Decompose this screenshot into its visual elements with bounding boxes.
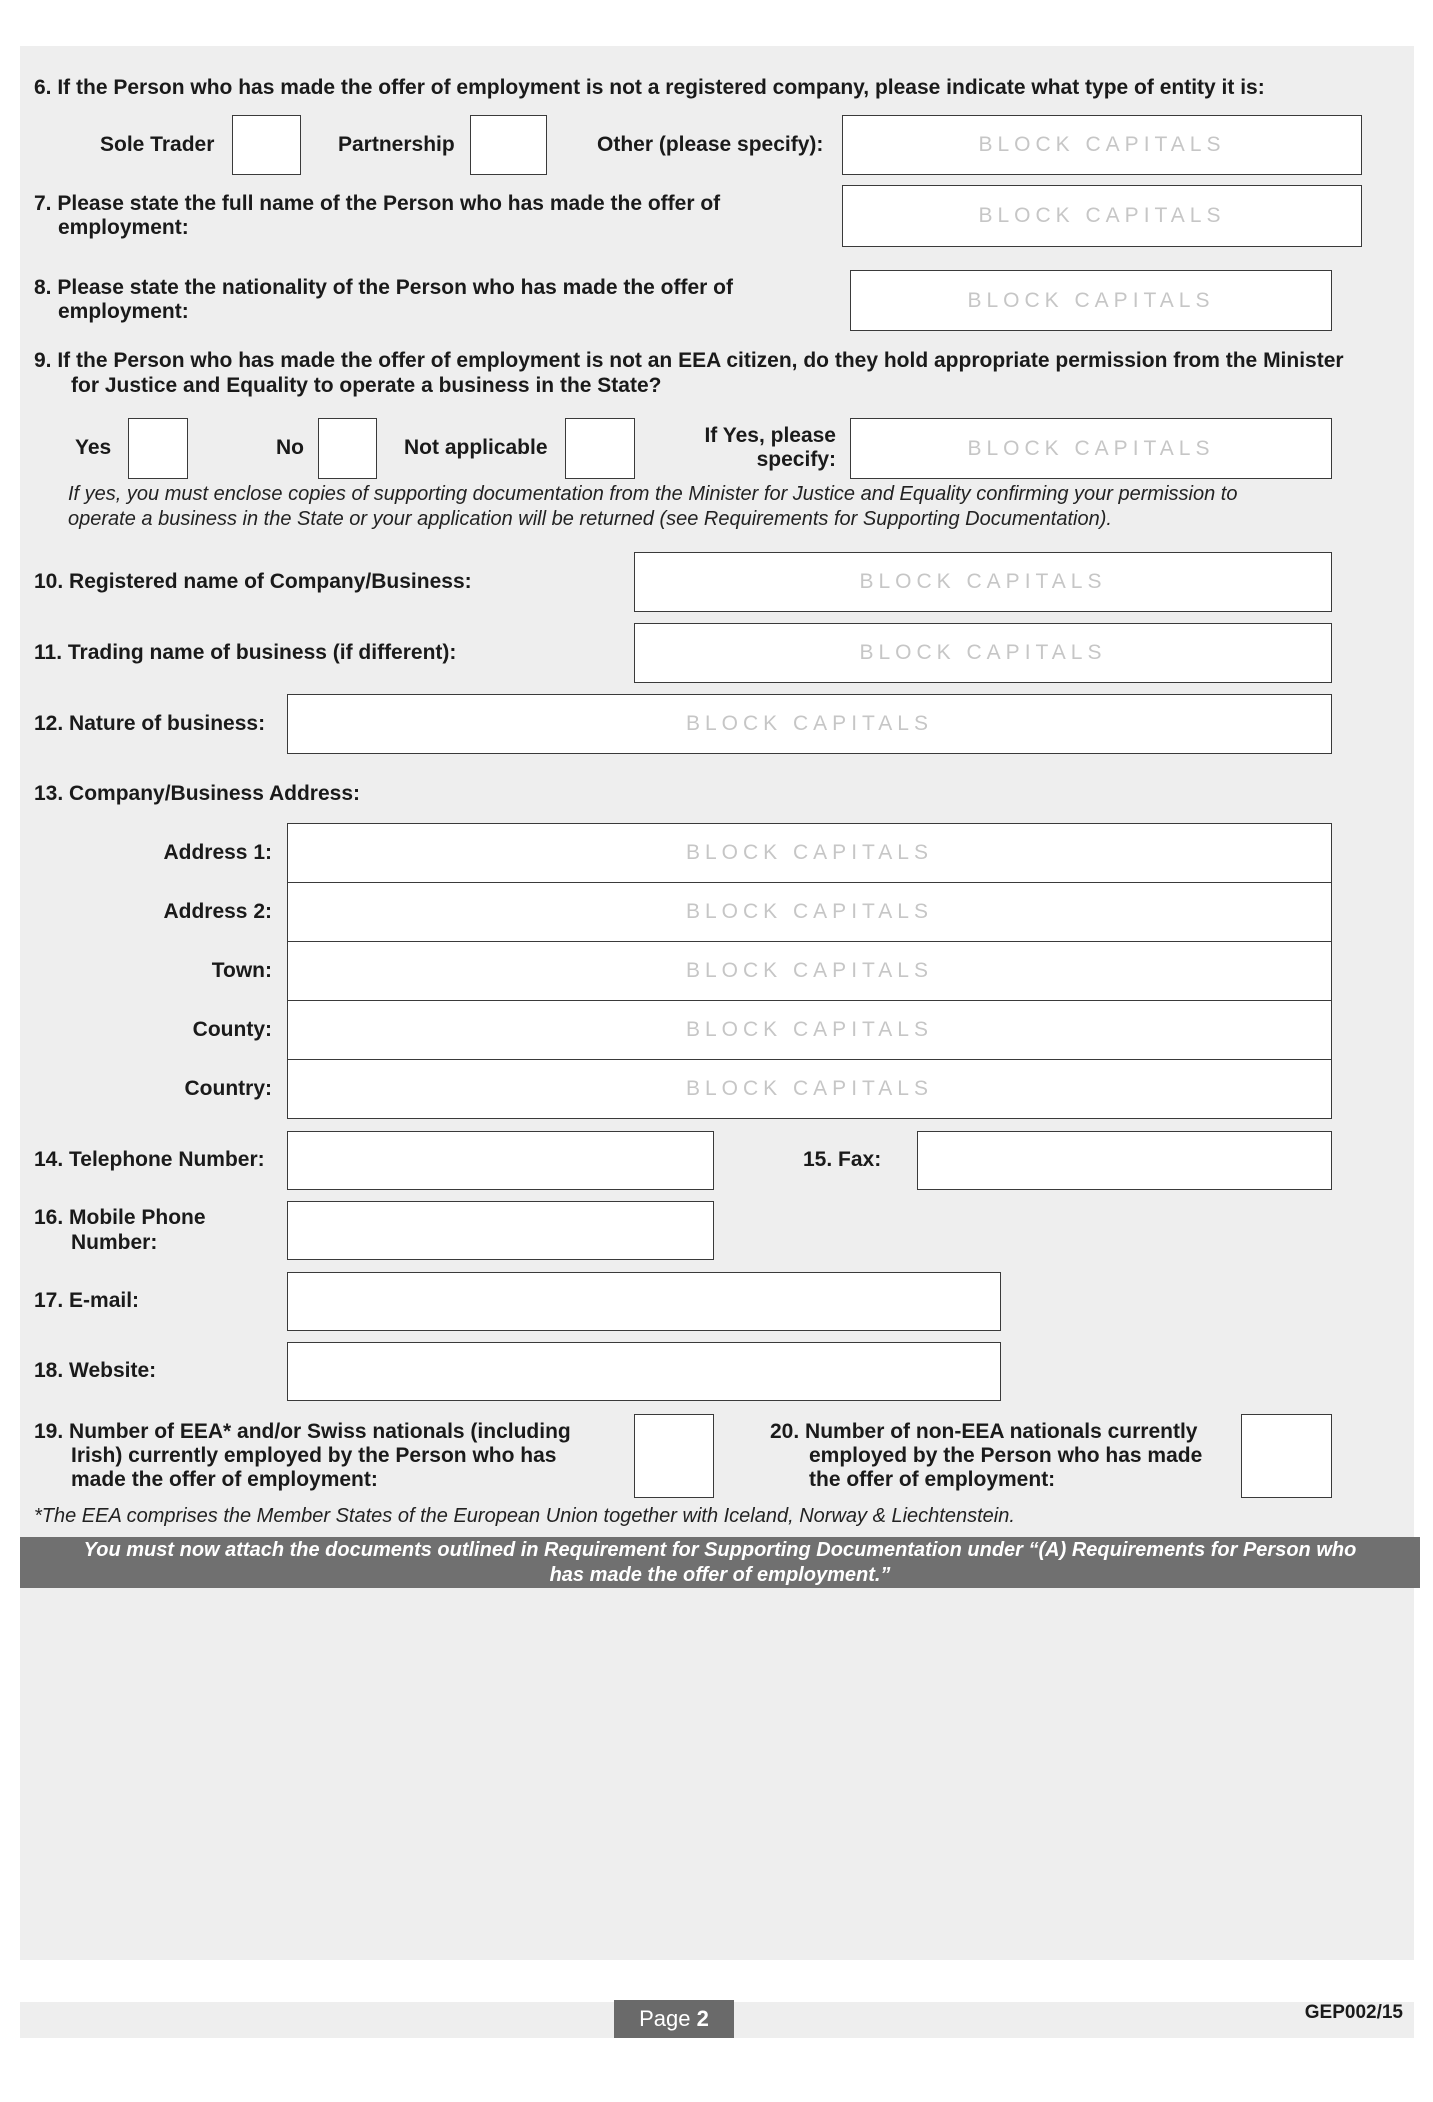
- if-yes-specify-label: If Yes, please: [704, 424, 836, 447]
- town-field[interactable]: [287, 941, 1332, 1001]
- page-indicator: [614, 2000, 734, 2038]
- placeholder: BLOCK CAPITALS: [685, 1018, 933, 1041]
- q16-label: 16. Mobile Phone: [34, 1206, 206, 1229]
- form-code: GEP002/15: [1304, 2002, 1403, 2023]
- no-label: No: [276, 436, 304, 459]
- q17-label: 17. E-mail:: [34, 1289, 140, 1312]
- mobile-phone-field[interactable]: [287, 1201, 714, 1260]
- placeholder: BLOCK CAPITALS: [685, 712, 933, 735]
- q10-label: 10. Registered name of Company/Business:: [34, 570, 472, 593]
- yes-label: Yes: [75, 436, 112, 459]
- address-1-label: Address 1:: [163, 841, 272, 864]
- q12-label: 12. Nature of business:: [34, 712, 266, 735]
- town-label: Town:: [211, 959, 272, 982]
- q9-label-cont: for Justice and Equality to operate a business in the State?: [71, 374, 662, 397]
- telephone-field[interactable]: [287, 1131, 714, 1190]
- address-2-label: Address 2:: [163, 900, 272, 923]
- address-2-field[interactable]: [287, 882, 1332, 942]
- q8-label: 8. Please state the nationality of the Person who has made the offer of: [34, 276, 733, 299]
- placeholder: BLOCK CAPITALS: [685, 959, 933, 982]
- nature-of-business-field[interactable]: [287, 694, 1332, 754]
- not-applicable-label: Not applicable: [404, 436, 548, 459]
- email-field[interactable]: [287, 1272, 1001, 1331]
- non-eea-nationals-count-field[interactable]: [1241, 1414, 1332, 1498]
- registered-name-field[interactable]: [634, 552, 1332, 612]
- placeholder: BLOCK CAPITALS: [859, 641, 1107, 664]
- q7-label: 7. Please state the full name of the Person who has made the offer of: [34, 192, 721, 215]
- other-specify-field[interactable]: [842, 115, 1362, 175]
- placeholder: BLOCK CAPITALS: [978, 204, 1226, 227]
- q9-label: 9. If the Person who has made the offer of employment is not an EEA citizen, do they hold appropriate permission from the Minister: [34, 349, 1344, 372]
- placeholder: BLOCK CAPITALS: [967, 288, 1215, 312]
- q13-label: 13. Company/Business Address:: [34, 782, 360, 805]
- partnership-checkbox[interactable]: [470, 115, 547, 175]
- placeholder: BLOCK CAPITALS: [967, 436, 1215, 460]
- banner-line-1: You must now attach the documents outlined in Requirement for Supporting Documentation under “(A) Requirements for Person who: [83, 1539, 1357, 1561]
- q19-label-cont: Irish) currently employed by the Person who has: [71, 1444, 557, 1467]
- no-checkbox[interactable]: [318, 418, 377, 479]
- q14-label: 14. Telephone Number:: [34, 1148, 265, 1171]
- eea-nationals-count-field[interactable]: [634, 1414, 714, 1498]
- county-field[interactable]: [287, 1000, 1332, 1060]
- partnership-label: Partnership: [338, 133, 455, 156]
- placeholder: BLOCK CAPITALS: [685, 841, 933, 864]
- if-yes-specify-label-cont: specify:: [756, 448, 836, 471]
- permission-note-cont: operate a business in the State or your application will be returned (see Requirements for Supporting Documentation).: [68, 508, 1112, 530]
- trading-name-field[interactable]: [634, 623, 1332, 683]
- q11-label: 11. Trading name of business (if different):: [34, 641, 457, 664]
- sole-trader-label: Sole Trader: [100, 133, 215, 156]
- nationality-field[interactable]: [850, 270, 1332, 331]
- q16-label-cont: Number:: [71, 1231, 158, 1254]
- q18-label: 18. Website:: [34, 1359, 157, 1382]
- eea-footnote: *The EEA comprises the Member States of the European Union together with Iceland, Norway & Liechtenstein.: [34, 1505, 1015, 1527]
- attach-documents-banner: [20, 1537, 1420, 1588]
- q8-label-cont: employment:: [58, 300, 189, 323]
- placeholder: BLOCK CAPITALS: [685, 900, 933, 923]
- county-label: County:: [192, 1018, 272, 1041]
- full-name-field[interactable]: [842, 185, 1362, 247]
- placeholder: BLOCK CAPITALS: [859, 570, 1107, 593]
- banner-line-2: has made the offer of employment.”: [549, 1564, 891, 1586]
- q20-label-cont: employed by the Person who has made: [809, 1444, 1203, 1467]
- placeholder: BLOCK CAPITALS: [978, 133, 1226, 156]
- placeholder: BLOCK CAPITALS: [685, 1077, 933, 1100]
- q15-label: 15. Fax:: [803, 1148, 882, 1171]
- q7-label-cont: employment:: [58, 216, 189, 239]
- permission-specify-field[interactable]: [850, 418, 1332, 479]
- permission-note: If yes, you must enclose copies of supporting documentation from the Minister for Justice and Equality confirming your permission to: [68, 483, 1238, 505]
- other-label: Other (please specify):: [597, 133, 824, 156]
- country-label: Country:: [184, 1077, 272, 1100]
- country-field[interactable]: [287, 1059, 1332, 1119]
- q20-label-cont-2: the offer of employment:: [809, 1468, 1056, 1491]
- q20-label: 20. Number of non-EEA nationals currently: [770, 1420, 1198, 1443]
- q19-label: 19. Number of EEA* and/or Swiss nationals (including: [34, 1420, 571, 1443]
- yes-checkbox[interactable]: [128, 418, 188, 479]
- not-applicable-checkbox[interactable]: [565, 418, 635, 479]
- fax-field[interactable]: [917, 1131, 1332, 1190]
- q6-label: 6. If the Person who has made the offer of employment is not a registered company, please indicate what type of entity it is:: [34, 76, 1265, 99]
- q19-label-cont-2: made the offer of employment:: [71, 1468, 378, 1491]
- page-word: Page: [639, 2006, 691, 2031]
- website-field[interactable]: [287, 1342, 1001, 1401]
- page-number: 2: [696, 2006, 709, 2031]
- address-1-field[interactable]: [287, 823, 1332, 883]
- sole-trader-checkbox[interactable]: [232, 115, 301, 175]
